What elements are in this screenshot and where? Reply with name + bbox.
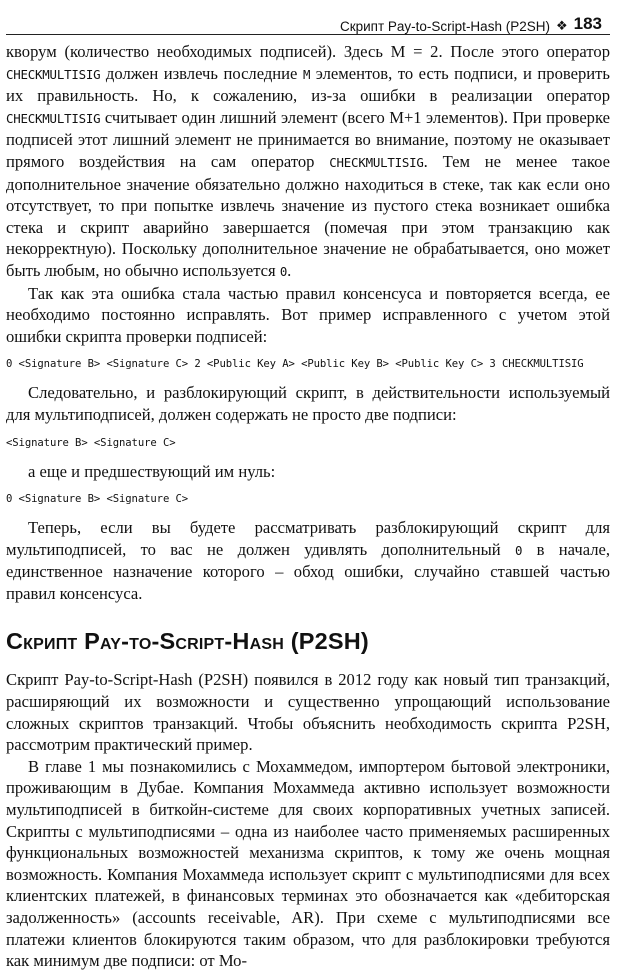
inline-code: M: [302, 66, 311, 82]
inline-code: CHECKMULTISIG: [329, 154, 424, 170]
inline-code: 0: [514, 542, 523, 558]
paragraph-preceding-zero: а еще и предшествующий им нуль:: [28, 461, 276, 481]
paragraph-consensus-fix: Так как эта ошибка стала частью правил консенсуса и повторяется всегда, ее необходимо постоянно исправлять. Вот пример исправленного с учетом этой ошибки скрипта проверки подписей:: [6, 283, 610, 346]
paragraph-unlocking-script: Следовательно, и разблокирующий скрипт, в действительности используемый для мультиподписей, должен содержать не просто две подписи:: [6, 383, 610, 424]
paragraph-p2sh-intro: Скрипт Pay-to-Script-Hash (P2SH) появился в 2012 году как новый тип транзакций, расширяющий их возможности и существенно упрощающий использование сложных скриптов транзакций. Чтобы объяснить необходимость скрипта P2SH, рассмотрим практический пример.: [6, 670, 610, 755]
code-locking-script: 0 <Signature B> <Signature C> 2 <Public Key A> <Public Key B> <Public Key C> 3 CHECKMULTISIG: [6, 358, 584, 371]
page-number: 183: [573, 14, 602, 33]
inline-code: CHECKMULTISIG: [6, 110, 101, 126]
running-head: [6, 0, 610, 35]
paragraph-extra-zero: Теперь, если вы будете рассматривать разблокирующий скрипт для мультиподписей, то вас не должен удивлять дополнительный 0 в начале, единственное назначение которого – обход ошибки, случайно ставшей частью правил консенсуса.: [6, 518, 610, 603]
code-signatures: <Signature B> <Signature C>: [6, 436, 176, 449]
code-zero-signatures: 0 <Signature B> <Signature C>: [6, 493, 189, 506]
paragraph-checkmultisig-bug: кворум (количество необходимых подписей). Здесь M = 2. После этого оператор CHECKMULTISIG должен извлечь последние M элементов, то есть подписи, и проверить их правильность. Но, к сожалению, из-за ошибки в реализации оператор CHECKMULTISIG считывает один лишний элемент (всего M+1 элементов). При проверке подписей этот лишний элемент не принимается во внимание, поэтому не оказывает прямого воздействия на сам оператор CHECKMULTISIG. Тем не менее такое дополнительное значение обязательно должно находиться в стеке, так как если оно отсутствует, то при попытке извлечь значение из пустого стека возникает ошибка стека и скрипт аварийно завершается (помечая при этом транзакцию как некорректную). Поскольку дополнительное значение не обрабатывается, оно может быть любым, но обычно используется 0.: [6, 42, 610, 280]
inline-code: 0: [279, 263, 288, 279]
paragraph-mohammed-example: В главе 1 мы познакомились с Мохаммедом, импортером бытовой электроники, проживающим в Дубае. Компания Мохаммеда активно использует возможности мультиподписей в биткойн-системе для своих корпоративных учетных записей. Скрипты с мультиподписями – одна из наиболее часто применяемых расширенных функциональных возможностей механизма скриптов, к тому же очень мощная возможность. Компания Мохаммеда использует скрипт с мультиподписями для всех клиентских платежей, в финансовых терминах это обозначается как «дебиторская задолженность» (accounts receivable, AR). При схеме с мультиподписями все платежи клиентов блокируются таким образом, что для разблокировки требуются как минимум две подписи: от Мо-: [6, 756, 610, 971]
running-head-title: Скрипт Pay-to-Script-Hash (P2SH): [339, 19, 550, 34]
section-heading-p2sh: Скрипт Pay-to-Script-Hash (P2SH): [6, 628, 369, 655]
diamond-separator-icon: ❖: [555, 18, 568, 33]
inline-code: CHECKMULTISIG: [6, 66, 101, 82]
